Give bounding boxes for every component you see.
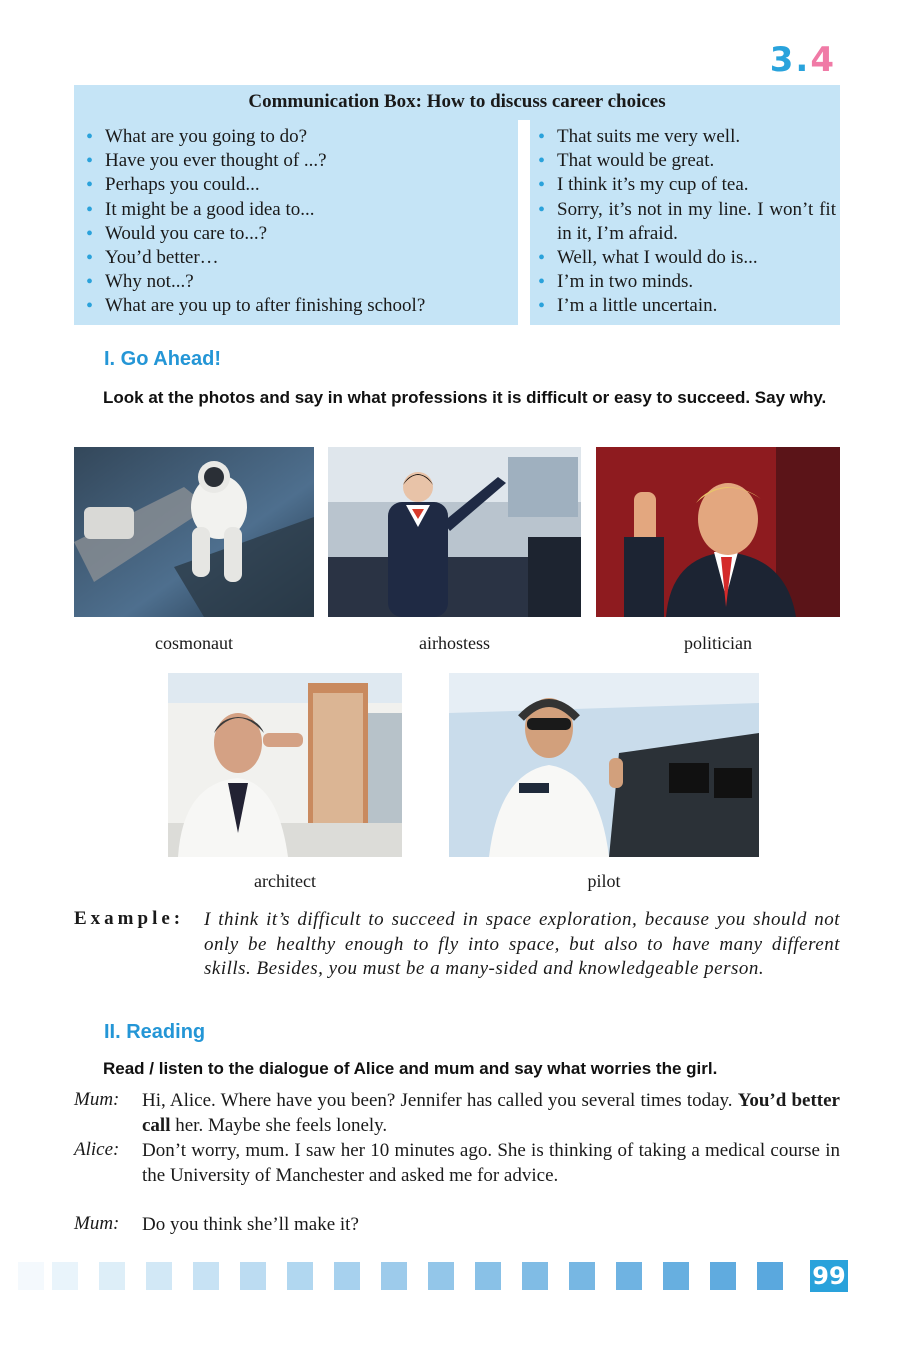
pilot-photo (449, 673, 759, 857)
example-text: I think it’s difficult to succeed in space exploration, because you should not only be healthy enough to fly into space, but also to have many different skills. Besides, you must be a many-sided and knowledgeable person. (204, 909, 840, 979)
phrase-item: • Have you ever thought of ...? (86, 150, 327, 173)
footer-square (522, 1262, 548, 1290)
section-number (770, 40, 836, 80)
footer-square (334, 1262, 360, 1290)
dialogue-line: Hi, Alice. Where have you been? Jennifer has called you several times today. You’d better call her. Maybe she feels lonely. (142, 1090, 840, 1136)
bullet-icon: • (86, 198, 94, 221)
phrase-item: • That would be great. (538, 150, 715, 173)
bullet-icon: • (86, 150, 94, 173)
dialogue-speaker: Mum: (74, 1213, 120, 1234)
footer-square (710, 1262, 736, 1290)
footer-square (18, 1262, 44, 1290)
footer-square (381, 1262, 407, 1290)
page-number: 99 (810, 1260, 848, 1292)
cosmonaut-photo (74, 447, 314, 617)
phrases-right-column (538, 125, 836, 319)
task-instruction: Look at the photos and say in what professions it is difficult or easy to succeed. Say why. (103, 388, 827, 407)
footer-square (52, 1262, 78, 1290)
section-number-minor: 4 (810, 40, 836, 80)
footer-square (616, 1262, 642, 1290)
dialogue-line: Do you think she’ll make it? (142, 1214, 359, 1235)
example-label: Example: (74, 908, 185, 929)
airhostess-photo (328, 447, 581, 617)
dialogue-speaker: Mum: (74, 1089, 120, 1110)
bullet-icon: • (86, 295, 94, 318)
section-heading-go-ahead: I. Go Ahead! (104, 348, 222, 370)
footer-square (193, 1262, 219, 1290)
bullet-icon: • (538, 150, 546, 173)
bullet-icon: • (86, 247, 94, 270)
footer-square (757, 1262, 783, 1290)
bullet-icon: • (538, 271, 546, 294)
phrase-item: • Perhaps you could... (86, 174, 260, 197)
phrase-item: • I’m in two minds. (538, 271, 694, 294)
footer-square (569, 1262, 595, 1290)
politician-photo (596, 447, 840, 617)
communication-box (74, 85, 840, 325)
phrase-item: • Why not...? (86, 271, 194, 294)
footer-square (287, 1262, 313, 1290)
bullet-icon: • (538, 126, 546, 148)
photo-caption: cosmonaut (155, 633, 233, 653)
section-number-major: 3 (769, 40, 796, 80)
footer-square (663, 1262, 689, 1290)
footer-square (475, 1262, 501, 1290)
photo-caption: pilot (587, 871, 621, 891)
bullet-icon: • (538, 247, 546, 270)
phrase-item: • What are you going to do? (86, 126, 308, 148)
phrase-item: • That suits me very well. (538, 126, 741, 148)
phrase-item: • Sorry, it’s not in my line. I won’t fit in it, I’m afraid. (538, 198, 836, 244)
reading-instruction: Read / listen to the dialogue of Alice and mum and say what worries the girl. (103, 1059, 718, 1078)
bullet-icon: • (538, 295, 546, 318)
phrase-item: • You’d better… (86, 247, 219, 270)
bullet-icon: • (86, 271, 94, 294)
bullet-icon: • (86, 126, 94, 148)
photo-caption: politician (684, 633, 752, 653)
phrases-left-column (86, 125, 516, 319)
bullet-icon: • (86, 222, 94, 245)
bullet-icon: • (538, 198, 546, 221)
dialogue-line: Don’t worry, mum. I saw her 10 minutes ago. She is thinking of taking a medical course in the University of Manchester and asked me for advice. (142, 1140, 840, 1186)
photo-caption: airhostess (419, 633, 490, 653)
communication-box-title: Communication Box: How to discuss career choices (248, 91, 666, 112)
footer-square (240, 1262, 266, 1290)
column-divider (518, 120, 530, 325)
bullet-icon: • (86, 174, 94, 197)
footer-square (99, 1262, 125, 1290)
section-heading-reading: II. Reading (104, 1021, 206, 1043)
phrase-item: • It might be a good idea to... (86, 198, 315, 221)
architect-photo (168, 673, 402, 857)
dialogue-speaker: Alice: (74, 1139, 120, 1160)
footer-square (146, 1262, 172, 1290)
phrase-item: • Well, what I would do is... (538, 247, 758, 270)
phrase-item: • What are you up to after finishing school? (86, 295, 426, 318)
section-number-dot: . (795, 40, 811, 80)
phrase-item: • I’m a little uncertain. (538, 295, 718, 318)
phrase-item: • Would you care to...? (86, 222, 268, 245)
footer-square (428, 1262, 454, 1290)
phrase-item: • I think it’s my cup of tea. (538, 174, 749, 197)
bullet-icon: • (538, 174, 546, 197)
photo-caption: architect (254, 871, 316, 891)
